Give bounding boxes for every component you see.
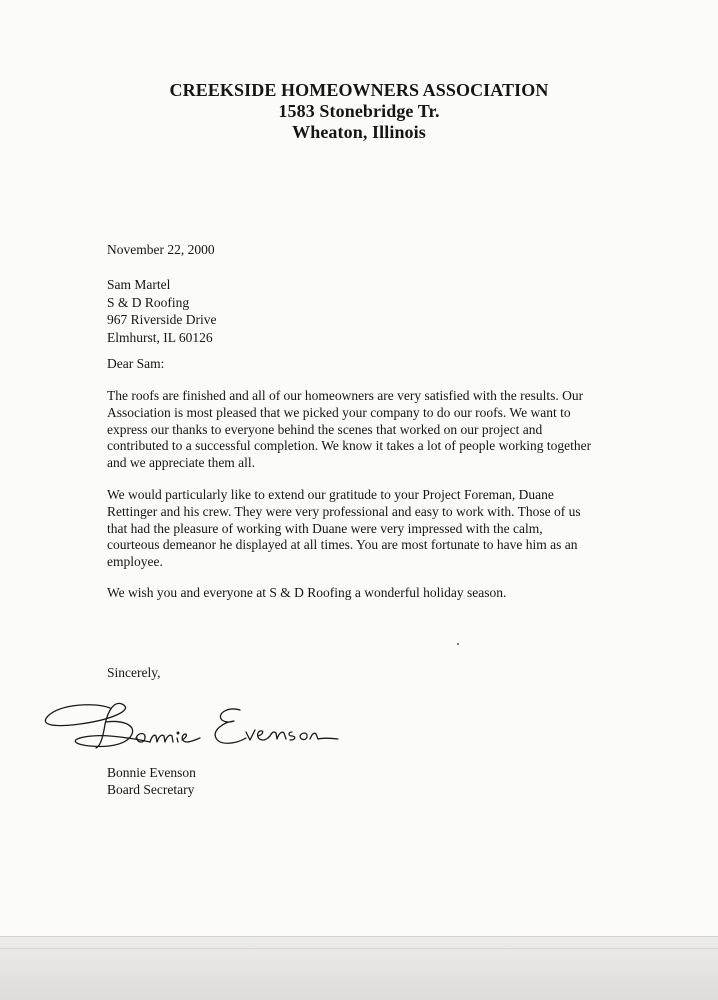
scanner-bed-edge — [0, 936, 718, 1000]
closing: Sincerely, — [107, 665, 161, 680]
paragraph-line: Rettinger and his crew. They were very professional and easy to work with. Those of us — [107, 503, 581, 519]
scanner-edge-line — [0, 948, 718, 949]
signer-title: Board Secretary — [107, 782, 195, 797]
organization-street: 1583 Stonebridge Tr. — [278, 101, 440, 121]
recipient-street: 967 Riverside Drive — [107, 312, 217, 327]
paragraph-1 — [107, 388, 619, 472]
paragraph-line: The roofs are finished and all of our homeowners are very satisfied with the results. Our — [107, 388, 584, 403]
paragraph-line: express our thanks to everyone behind the scenes that worked on our project and — [107, 421, 543, 437]
recipient-city: Elmhurst, IL 60126 — [107, 329, 213, 345]
letterhead — [0, 80, 718, 143]
paragraph-line: and we appreciate them all. — [107, 455, 256, 471]
recipient-name: Sam Martel — [107, 277, 171, 292]
salutation: Dear Sam: — [107, 356, 165, 371]
signer-name: Bonnie Evenson — [107, 765, 196, 780]
organization-city: Wheaton, Illinois — [292, 122, 426, 142]
stray-mark — [457, 643, 459, 645]
paragraph-line: We wish you and everyone at S & D Roofing a wonderful holiday season. — [107, 585, 507, 600]
paragraph-line: employee. — [107, 554, 163, 570]
signer-block — [107, 764, 196, 798]
paragraph-line: contributed to a successful completion. We know it takes a lot of people working together — [107, 438, 592, 454]
paragraph-3 — [107, 585, 619, 602]
paragraph-line: We would particularly like to extend our gratitude to your Project Foreman, Duane — [107, 487, 554, 502]
handwritten-signature — [40, 696, 340, 758]
organization-name: CREEKSIDE HOMEOWNERS ASSOCIATION — [169, 80, 549, 100]
recipient-address — [107, 276, 216, 346]
paragraph-line: courteous demeanor he displayed at all times. You are most fortunate to have him as an — [107, 537, 578, 553]
recipient-company: S & D Roofing — [107, 294, 190, 310]
paragraph-2 — [107, 487, 619, 571]
paragraph-line: that had the pleasure of working with Duane were very impressed with the calm, — [107, 520, 543, 536]
paragraph-line: Association is most pleased that we picked your company to do our roofs. We want to — [107, 404, 571, 420]
letter-date: November 22, 2000 — [107, 242, 215, 257]
